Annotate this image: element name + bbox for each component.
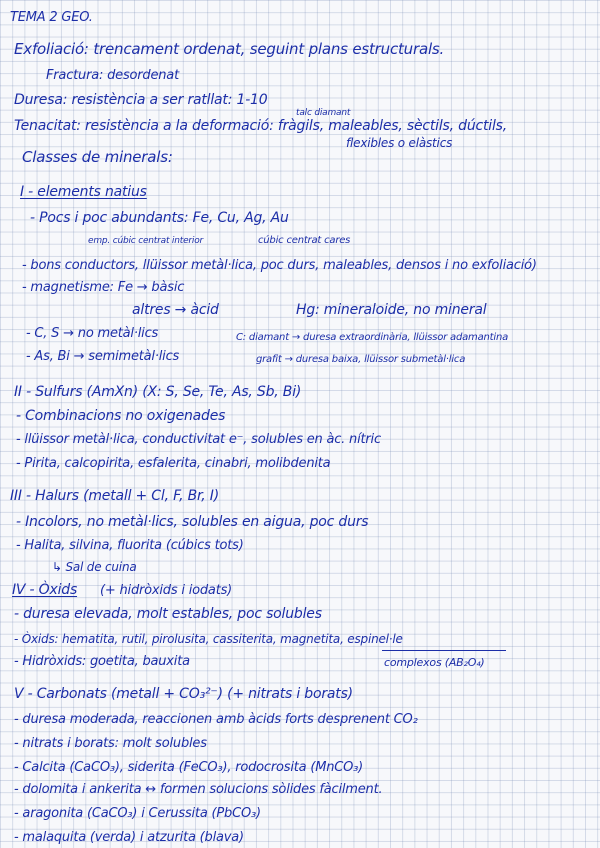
- oxids-line-1: - duresa elevada, molt estables, poc solubles: [14, 606, 322, 622]
- elements-line-1: - Pocs i poc abundants: Fe, Cu, Ag, Au: [30, 210, 289, 226]
- elements-c-note-1: C: diamant → duresa extraordinària, llüissor adamantina: [236, 332, 509, 343]
- duresa-scale-note: talc diamant: [296, 108, 351, 118]
- section-carbonats-heading: V - Carbonats (metall + CO₃²⁻) (+ nitrats i borats): [14, 686, 353, 702]
- elements-hg-note: Hg: mineraloide, no mineral: [296, 302, 487, 318]
- oxids-heading-extra: (+ hidròxids i iodats): [100, 583, 233, 598]
- exfoliacio-line: Exfoliació: trencament ordenat, seguint plans estructurals.: [14, 40, 445, 58]
- carbonats-line-1: - duresa moderada, reaccionen amb àcids forts desprenent CO₂: [14, 712, 418, 727]
- section-oxids-heading: IV - Òxids: [12, 582, 78, 598]
- carbonats-line-6: - malaquita (verda) i atzurita (blava): [14, 830, 244, 845]
- sulfurs-line-1: - Combinacions no oxigenades: [16, 408, 226, 424]
- carbonats-line-3: - Calcita (CaCO₃), siderita (FeCO₃), rodocrosita (MnCO₃): [14, 760, 364, 775]
- elements-line-5: - As, Bi → semimetàl·lics: [26, 349, 180, 364]
- elements-c-note-2: grafit → duresa baixa, llüissor submetàl·lica: [256, 354, 466, 365]
- elements-line-4: - C, S → no metàl·lics: [26, 326, 159, 341]
- classes-heading: Classes de minerals:: [22, 148, 173, 166]
- oxids-line-3: - Hidròxids: goetita, bauxita: [14, 654, 190, 669]
- halurs-line-3: ↳ Sal de cuina: [52, 560, 137, 574]
- tenacitat-continuation: flexibles o elàstics: [346, 136, 453, 150]
- tenacitat-line: Tenacitat: resistència a la deformació: fràgils, maleables, sèctils, dúctils,: [14, 118, 508, 134]
- halurs-line-1: - Incolors, no metàl·lics, solubles en aigua, poc durs: [16, 514, 369, 530]
- section-sulfurs-heading: II - Sulfurs (AmXn) (X: S, Se, Te, As, Sb, Bi): [14, 384, 302, 400]
- section-halurs-heading: III - Halurs (metall + Cl, F, Br, I): [10, 488, 219, 504]
- elements-line-2: - bons conductors, llüissor metàl·lica, poc durs, maleables, densos i no exfoliació): [22, 258, 537, 273]
- sulfurs-line-3: - Pirita, calcopirita, esfalerita, cinabri, molibdenita: [16, 456, 331, 471]
- section-elements-heading: I - elements natius: [20, 184, 147, 200]
- elements-note-b: cúbic centrat cares: [258, 235, 351, 246]
- fractura-line: Fractura: desordenat: [46, 68, 179, 83]
- carbonats-line-2: - nitrats i borats: molt solubles: [14, 736, 207, 751]
- elements-line-3b: altres → àcid: [132, 302, 219, 318]
- oxids-line-2: - Òxids: hematita, rutil, pirolusita, cassiterita, magnetita, espinel·le: [14, 632, 403, 646]
- elements-line-3: - magnetisme: Fe → bàsic: [22, 280, 185, 295]
- sulfurs-line-2: - llüissor metàl·lica, conductivitat e⁻, solubles en àc. nítric: [16, 432, 381, 447]
- page-title: TEMA 2 GEO.: [10, 10, 93, 25]
- elements-note-a: emp. cúbic centrat interior: [88, 236, 204, 246]
- carbonats-line-5: - aragonita (CaCO₃) i Cerussita (PbCO₃): [14, 806, 261, 821]
- halurs-line-2: - Halita, silvina, fluorita (cúbics tots): [16, 538, 244, 553]
- complexos-underline: [382, 650, 506, 651]
- duresa-line: Duresa: resistència a ser ratllat: 1-10: [14, 92, 268, 108]
- carbonats-line-4: - dolomita i ankerita ↔ formen solucions sòlides fàcilment.: [14, 782, 383, 797]
- oxids-complexos-note: complexos (AB₂O₄): [384, 656, 485, 669]
